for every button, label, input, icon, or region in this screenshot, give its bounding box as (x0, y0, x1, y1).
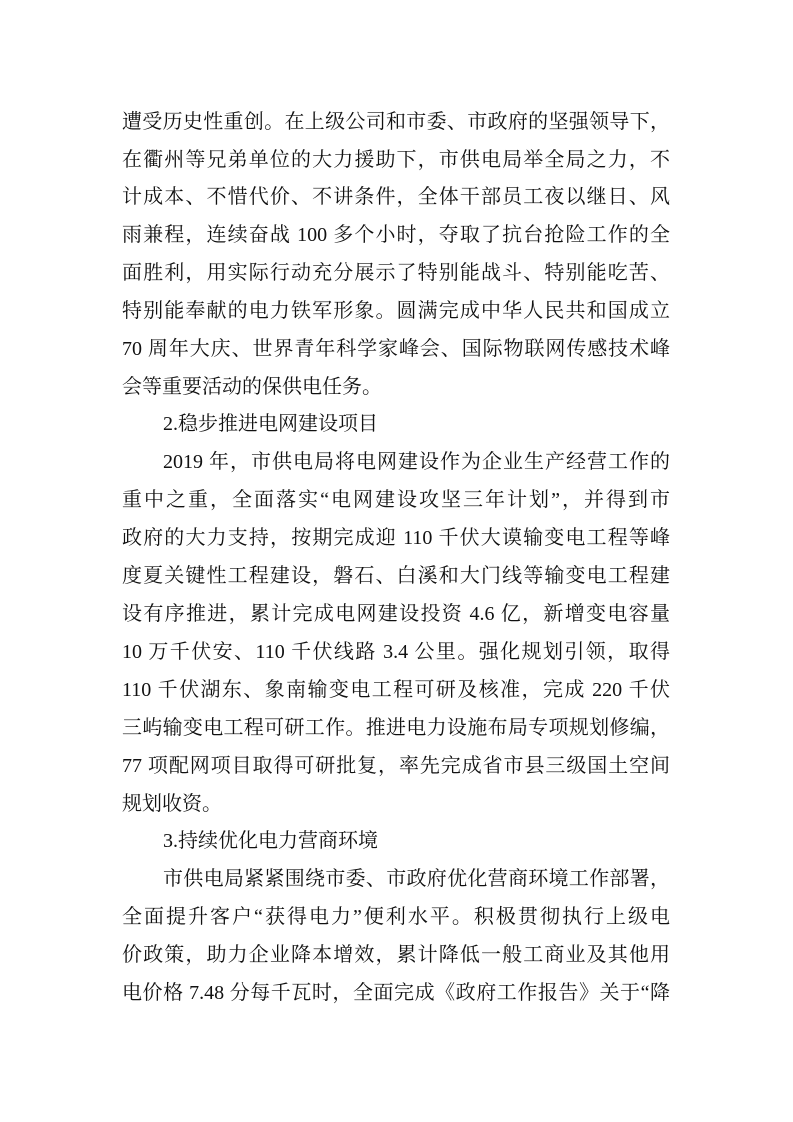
paragraph-line: 特别能奉献的电力铁军形象。圆满完成中华人民共和国成立 (122, 300, 670, 322)
paragraph-line: 遭受历史性重创。在上级公司和市委、市政府的坚强领导下， (122, 111, 670, 133)
paragraph-line: 市供电局紧紧围绕市委、市政府优化营商环境工作部署， (163, 868, 670, 890)
paragraph-line: 规划收资。 (122, 793, 222, 815)
paragraph-line: 70 周年大庆、世界青年科学家峰会、国际物联网传感技术峰 (122, 338, 670, 360)
paragraph-line: 重中之重，全面落实“电网建设攻坚三年计划”，并得到市 (122, 489, 670, 511)
paragraph-line: 电价格 7.48 分每千瓦时，全面完成《政府工作报告》关于“降 (122, 982, 670, 1004)
paragraph-line: 110 千伏湖东、象南输变电工程可研及核准，完成 220 千伏 (122, 679, 670, 701)
section-heading: 2.稳步推进电网建设项目 (163, 413, 378, 435)
paragraph-line: 会等重要活动的保供电任务。 (122, 376, 382, 398)
paragraph-line: 价政策，助力企业降本增效，累计降低一般工商业及其他用 (122, 944, 670, 966)
paragraph-line: 77 项配网项目取得可研批复，率先完成省市县三级国土空间 (122, 755, 670, 777)
paragraph-line: 三屿输变电工程可研工作。推进电力设施布局专项规划修编， (122, 717, 670, 739)
paragraph-line: 2019 年，市供电局将电网建设作为企业生产经营工作的 (163, 451, 670, 473)
paragraph-line: 在衢州等兄弟单位的大力援助下，市供电局举全局之力，不 (122, 149, 670, 171)
paragraph-line: 面胜利，用实际行动充分展示了特别能战斗、特别能吃苦、 (122, 262, 670, 284)
paragraph-line: 设有序推进，累计完成电网建设投资 4.6 亿，新增变电容量 (122, 603, 670, 625)
paragraph-line: 雨兼程，连续奋战 100 多个小时，夺取了抗台抢险工作的全 (122, 224, 670, 246)
section-heading: 3.持续优化电力营商环境 (163, 830, 378, 852)
paragraph-line: 政府的大力支持，按期完成迎 110 千伏大谟输变电工程等峰 (122, 527, 670, 549)
paragraph-line: 度夏关键性工程建设，磐石、白溪和大门线等输变电工程建 (122, 565, 670, 587)
paragraph-line: 计成本、不惜代价、不讲条件，全体干部员工夜以继日、风 (122, 186, 670, 208)
paragraph-line: 10 万千伏安、110 千伏线路 3.4 公里。强化规划引领，取得 (122, 641, 670, 663)
paragraph-line: 全面提升客户“获得电力”便利水平。积极贯彻执行上级电 (122, 906, 670, 928)
